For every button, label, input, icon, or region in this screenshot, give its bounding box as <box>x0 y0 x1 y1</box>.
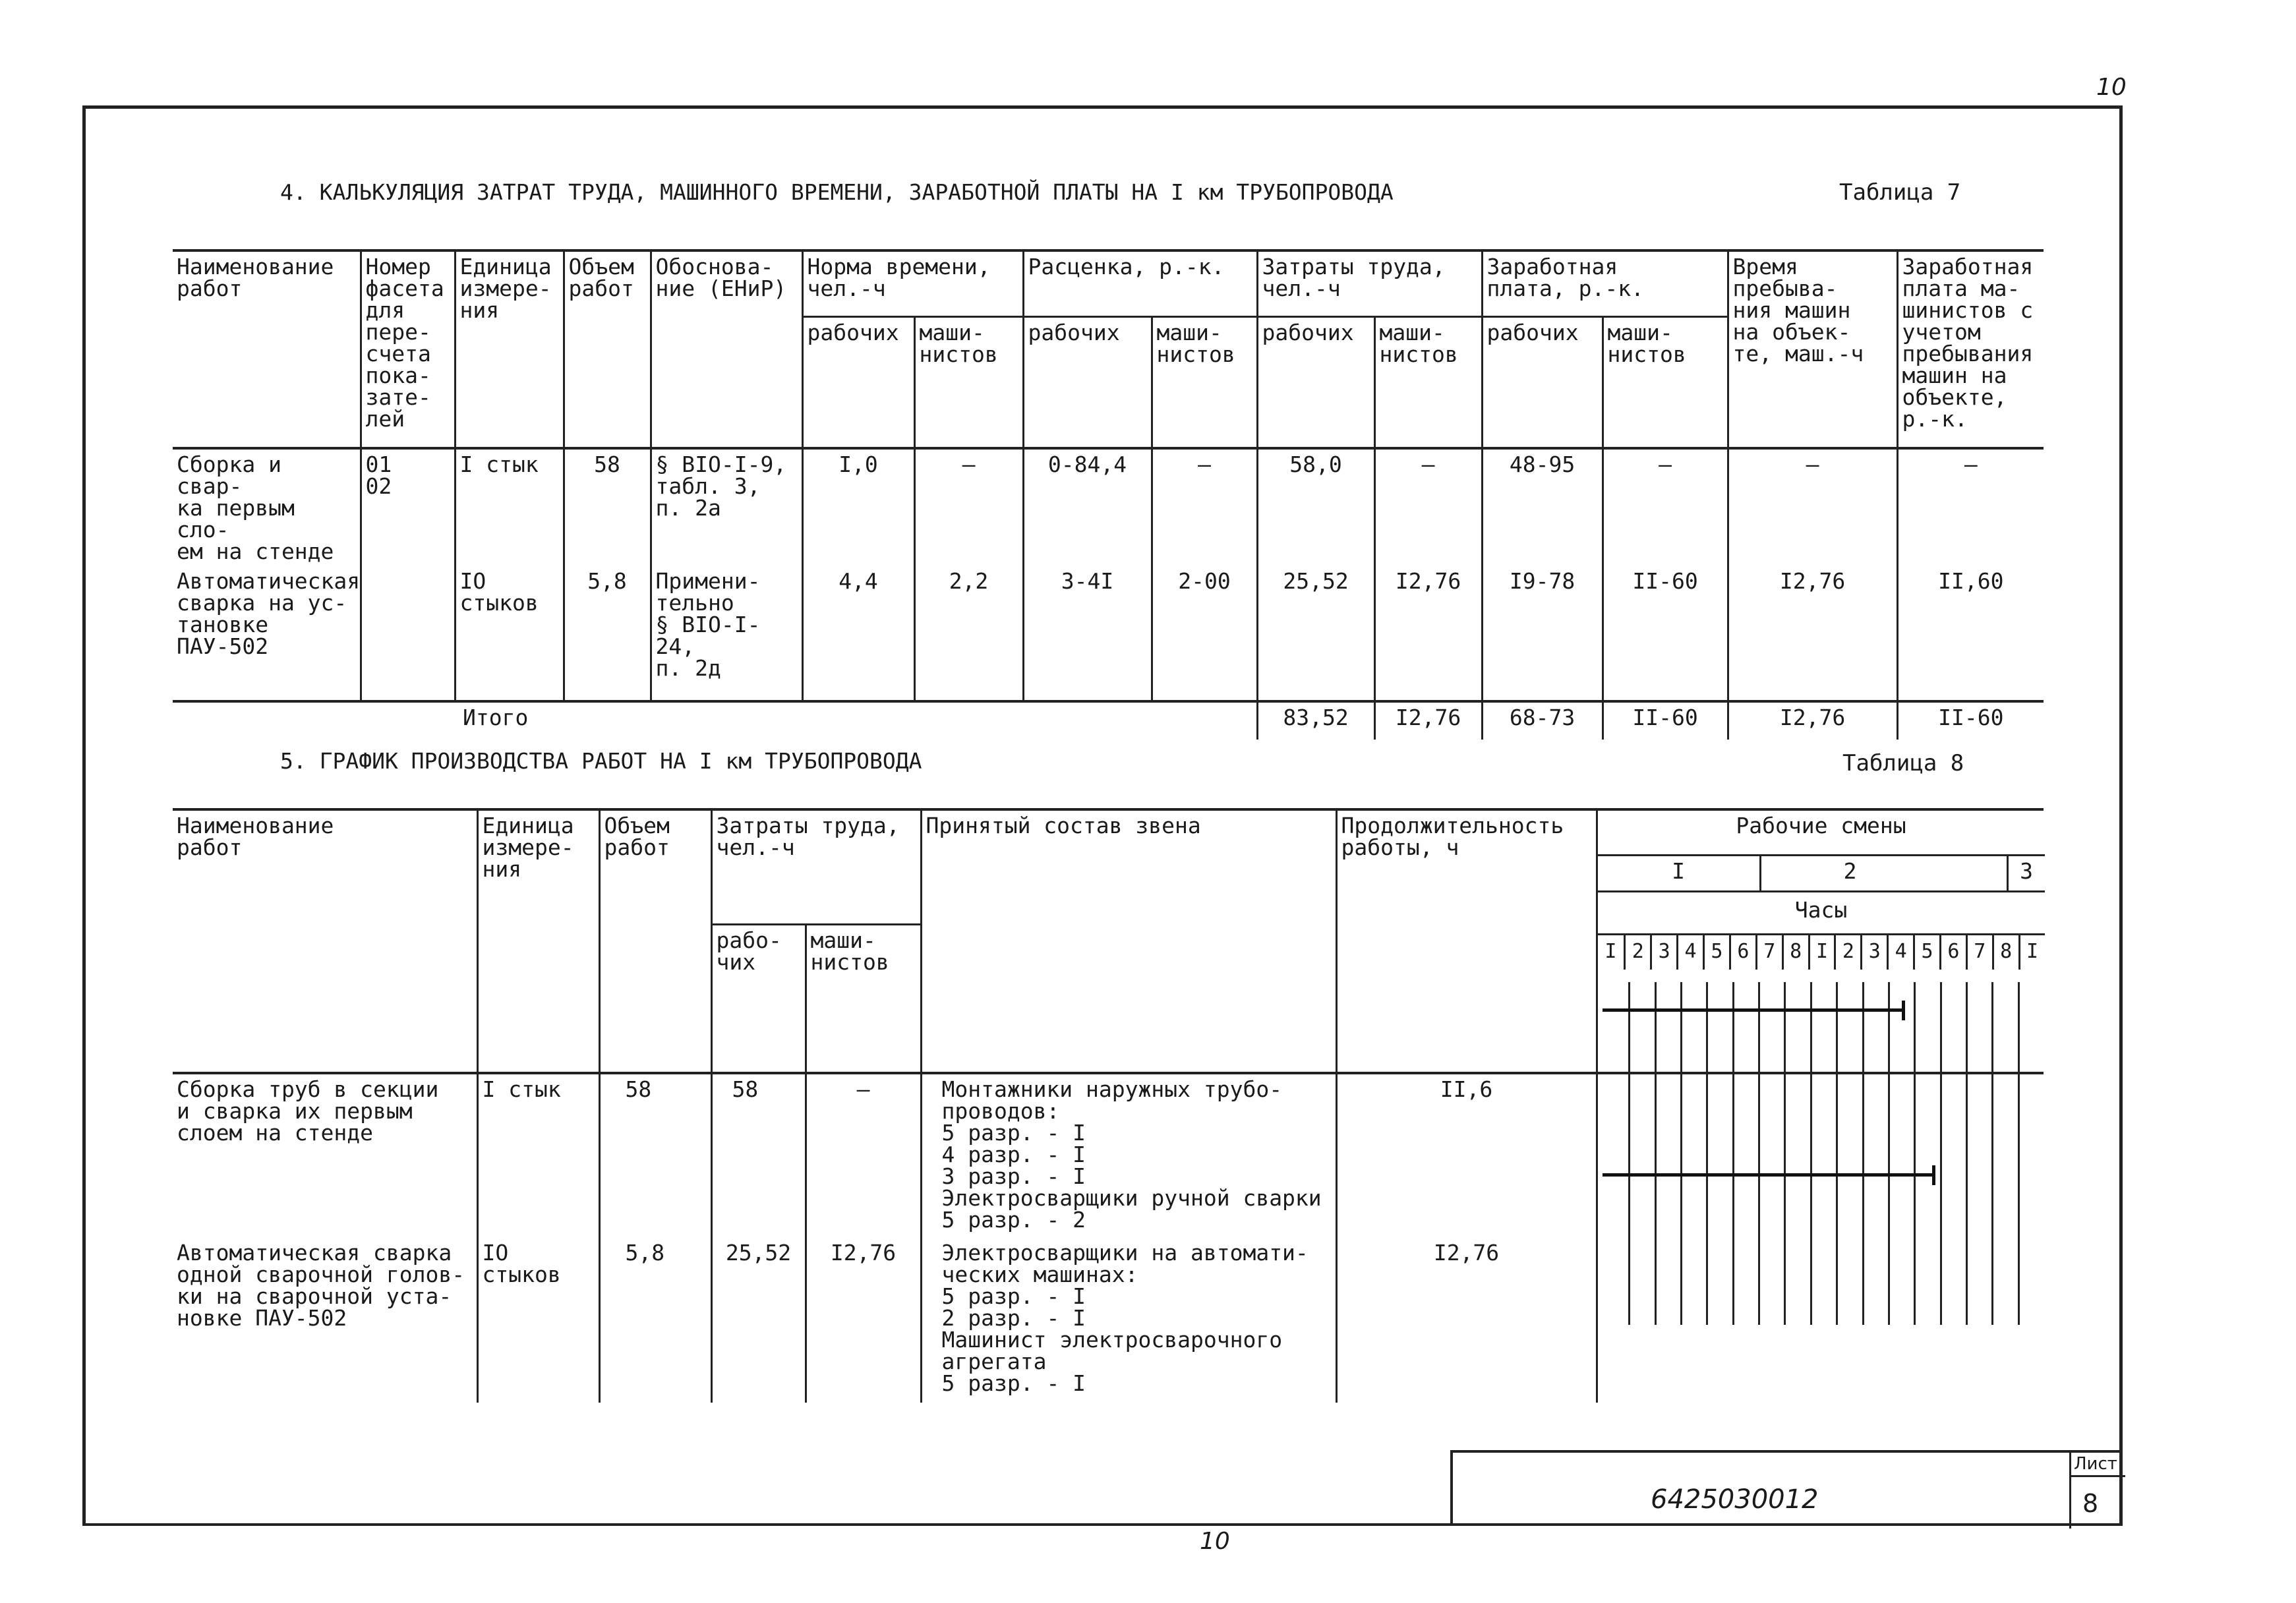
t7-sub-norm-machinists: маши- нистов <box>914 316 1023 448</box>
gantt-hour-line <box>1836 982 1838 1325</box>
t7-sub-rate-workers: рабочих <box>1023 316 1152 448</box>
table-row-total <box>173 701 2044 740</box>
t8-shifts-label: Рабочие смены <box>1736 813 1906 838</box>
gantt-hour-line <box>1810 982 1812 1325</box>
t7-r2-labor-m: I2,76 <box>1374 566 1482 701</box>
hour-number: I <box>2018 935 2045 970</box>
t7-r1-unit: I стык <box>455 448 564 566</box>
sheet-number: 8 <box>2082 1489 2099 1518</box>
t7-r1-labor-w: 58,0 <box>1257 448 1374 566</box>
hour-number: 5 <box>1913 935 1939 970</box>
t7-r1-rate-m: – <box>1152 448 1257 566</box>
t7-total-wage-w: 68-73 <box>1482 701 1603 740</box>
hour-number: 7 <box>1755 935 1782 970</box>
gantt-hour-line <box>1966 982 1968 1325</box>
page-number-bottom: 10 <box>1200 1528 1230 1555</box>
t7-r1-time: – <box>1728 448 1897 566</box>
t7-total-labor-w: 83,52 <box>1257 701 1374 740</box>
t7-r2-rate-m: 2-00 <box>1152 566 1257 701</box>
t7-total-wage-m: II-60 <box>1603 701 1728 740</box>
t8-header-crew: Принятый состав звена <box>921 809 1336 1073</box>
gantt-hour-line <box>1940 982 1942 1325</box>
t8-r2-labor-w: 25,52 <box>711 1238 806 1403</box>
t7-r2-labor-w: 25,52 <box>1257 566 1374 701</box>
t8-header-unit: Единица измере- ния <box>477 809 599 1073</box>
t7-total-labor-m: I2,76 <box>1374 701 1482 740</box>
t7-r2-rate-w: 3-4I <box>1023 566 1152 701</box>
t7-r1-basis: § BIO-I-9, табл. 3, п. 2а <box>651 448 802 566</box>
t8-r2-name: Автоматическая сварка одной сварочной голов- ки на сварочной уста- новке ПАУ-502 <box>177 1240 465 1331</box>
t7-r2-unit: IO стыков <box>455 566 564 701</box>
t8-r2-crew: Электросварщики на автомати- ческих машинах: 5 разр. - I 2 разр. - I Машинист электросварочного агрегата 5 разр. - I <box>921 1238 1336 1403</box>
t8-shift-1: I <box>1672 858 1685 884</box>
t7-header-facet: Номер фасета для пере- счета пока- зате- лей <box>361 250 455 448</box>
hour-number: I <box>1808 935 1835 970</box>
gantt-bar <box>1603 1173 1933 1177</box>
t7-total-wage-ma: II-60 <box>1897 701 2044 740</box>
table-row <box>173 566 2044 701</box>
table-row <box>173 448 2044 566</box>
gantt-hour-line <box>1680 982 1682 1325</box>
gantt-hour-line <box>1862 982 1864 1325</box>
t7-total-label: Итого <box>173 701 802 740</box>
page-number-top: 10 <box>2096 74 2127 101</box>
t7-header-wage: Заработная плата, р.-к. <box>1482 250 1728 316</box>
t7-header-norm: Норма времени, чел.-ч <box>802 250 1023 316</box>
t7-r1-labor-m: – <box>1374 448 1482 566</box>
gantt-hour-line <box>1732 982 1734 1325</box>
t7-header-name: Наименование работ <box>173 250 361 448</box>
title-block <box>1450 1450 2123 1526</box>
hour-number: 2 <box>1834 935 1860 970</box>
t7-r1-name: Сборка и свар- ка первым сло- ем на стенде <box>173 448 361 566</box>
t7-r1-facet: 01 02 <box>361 448 455 566</box>
t8-sub-workers: рабо- чих <box>711 924 806 1073</box>
hour-number: 6 <box>1729 935 1755 970</box>
t7-sub-wage-workers: рабочих <box>1482 316 1603 448</box>
t7-header-rate: Расценка, р.-к. <box>1023 250 1257 316</box>
t7-r1-wage-m: – <box>1603 448 1728 566</box>
hour-number: 8 <box>1992 935 2018 970</box>
hour-number: 2 <box>1624 935 1650 970</box>
t8-r1-volume: 58 <box>599 1073 711 1238</box>
t7-r2-facet <box>361 566 455 701</box>
t7-sub-norm-workers: рабочих <box>802 316 914 448</box>
t7-header-time: Время пребыва- ния машин на объек- те, маш.-ч <box>1728 250 1897 448</box>
hour-number: I <box>1604 940 1617 963</box>
t8-sub-machinists: маши- нистов <box>806 924 921 1073</box>
table8-label: Таблица 8 <box>1842 750 1964 776</box>
t8-shift-3: 3 <box>2020 858 2033 884</box>
gantt-hour-line <box>1991 982 1993 1325</box>
t7-sub-labor-workers: рабочих <box>1257 316 1374 448</box>
t7-r1-norm-m: – <box>914 448 1023 566</box>
t8-r1-crew: Монтажники наружных трубо- проводов: 5 разр. - I 4 разр. - I 3 разр. - I Электросварщики ручной сварки 5 разр. - 2 <box>921 1073 1336 1238</box>
t8-r1-name: Сборка труб в секции и сварка их первым слоем на стенде <box>173 1073 477 1238</box>
gantt-hour-line <box>1628 982 1630 1325</box>
t8-r2-volume: 5,8 <box>599 1238 711 1403</box>
gantt-hour-line <box>1914 982 1916 1325</box>
section4-title: 4. КАЛЬКУЛЯЦИЯ ЗАТРАТ ТРУДА, МАШИННОГО ВРЕМЕНИ, ЗАРАБОТНОЙ ПЛАТЫ НА I км ТРУБОПРОВОДА <box>280 179 1394 205</box>
hour-number: 4 <box>1676 935 1703 970</box>
t7-r2-time: I2,76 <box>1728 566 1897 701</box>
gantt-chart <box>1603 982 2044 1325</box>
hour-number: 6 <box>1939 935 1966 970</box>
t7-r2-volume: 5,8 <box>564 566 651 701</box>
t7-header-labor: Затраты труда, чел.-ч <box>1257 250 1482 316</box>
t8-r1-labor-m: – <box>806 1073 921 1238</box>
hour-number: 3 <box>1860 935 1887 970</box>
t8-r2-unit: IO стыков <box>477 1238 599 1403</box>
t7-r1-wage-ma: – <box>1897 448 2044 566</box>
t7-r2-wage-m: II-60 <box>1603 566 1728 701</box>
t7-r2-name: Автоматическая сварка на ус- тановке ПАУ-502 <box>177 568 361 659</box>
hour-number: 5 <box>1703 935 1729 970</box>
gantt-bar-end <box>1932 1165 1935 1185</box>
sheet-label: Лист <box>2074 1454 2117 1474</box>
t8-header-volume: Объем работ <box>599 809 711 1073</box>
t7-r2-basis: Примени- тельно § BIO-I-24, п. 2д <box>651 566 802 701</box>
t7-header-wage-machinists: Заработная плата ма- шинистов с учетом пребывания машин на объекте, р.-к. <box>1897 250 2044 448</box>
document-code: 6425030012 <box>1651 1484 1819 1515</box>
t8-shift-2: 2 <box>1843 858 1857 884</box>
t7-r2-norm-w: 4,4 <box>802 566 914 701</box>
t8-r1-unit: I стык <box>477 1073 599 1238</box>
t7-r2-wage-w: I9-78 <box>1482 566 1603 701</box>
gantt-hour-line <box>1784 982 1786 1325</box>
t7-r2-wage-ma: II,60 <box>1897 566 2044 701</box>
hour-number: 3 <box>1650 935 1676 970</box>
t7-sub-rate-machinists: маши- нистов <box>1152 316 1257 448</box>
t7-r1-norm-w: I,0 <box>802 448 914 566</box>
hour-number: 8 <box>1782 935 1808 970</box>
table7 <box>173 249 2044 740</box>
t8-hours-label: Часы <box>1794 897 1848 923</box>
t7-sub-labor-machinists: маши- нистов <box>1374 316 1482 448</box>
t8-header-duration: Продолжительность работы, ч <box>1336 809 1597 1073</box>
hour-number: 4 <box>1887 935 1913 970</box>
t8-r2-duration: I2,76 <box>1336 1238 1597 1403</box>
t7-header-unit: Единица измере- ния <box>455 250 564 448</box>
t7-header-basis: Обоснова- ние (ЕНиР) <box>651 250 802 448</box>
t7-r1-rate-w: 0-84,4 <box>1023 448 1152 566</box>
t7-header-volume: Объем работ <box>564 250 651 448</box>
hour-number: 7 <box>1966 935 1992 970</box>
t7-total-time: I2,76 <box>1728 701 1897 740</box>
gantt-hour-line <box>1655 982 1657 1325</box>
table7-label: Таблица 7 <box>1839 179 1961 206</box>
gantt-hour-line <box>1758 982 1760 1325</box>
gantt-hour-line <box>1706 982 1708 1325</box>
gantt-bar <box>1603 1008 1903 1012</box>
t7-sub-wage-machinists: маши- нистов <box>1603 316 1728 448</box>
gantt-bar-end <box>1902 1001 1905 1020</box>
section5-title: 5. ГРАФИК ПРОИЗВОДСТВА РАБОТ НА I км ТРУБОПРОВОДА <box>280 748 922 774</box>
t8-r1-duration: II,6 <box>1336 1073 1597 1238</box>
t8-header-name: Наименование работ <box>173 809 477 1073</box>
t8-header-labor: Затраты труда, чел.-ч <box>711 809 921 924</box>
t7-r2-norm-m: 2,2 <box>914 566 1023 701</box>
gantt-hour-line <box>2018 982 2020 1325</box>
t7-r1-volume: 58 <box>564 448 651 566</box>
t8-hour-numbers <box>1598 935 2045 970</box>
t8-r2-labor-m: I2,76 <box>806 1238 921 1403</box>
gantt-hour-line <box>1888 982 1890 1325</box>
t8-r1-labor-w: 58 <box>711 1073 806 1238</box>
t7-r1-wage-w: 48-95 <box>1482 448 1603 566</box>
